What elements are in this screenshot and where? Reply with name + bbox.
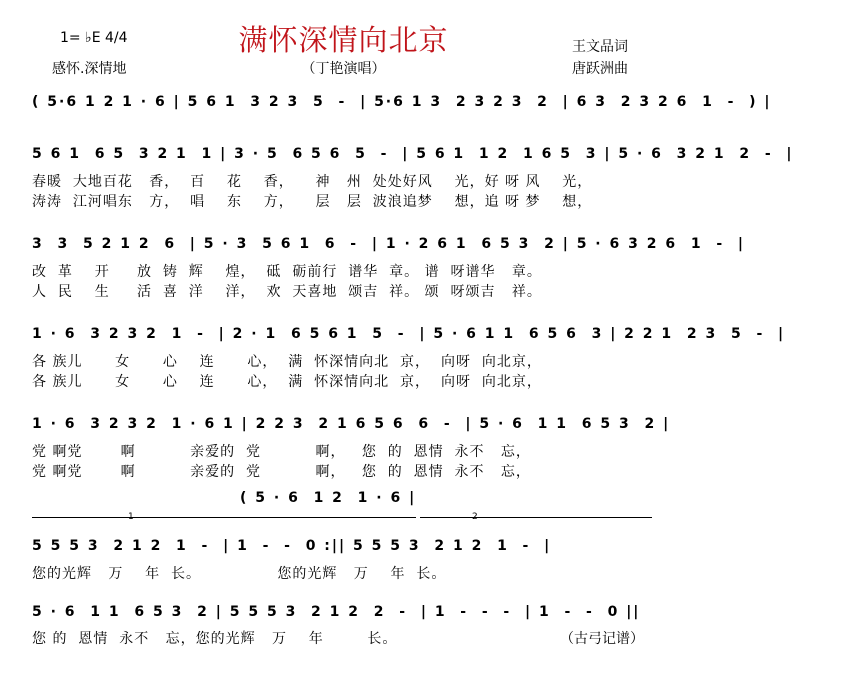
transcriber-note: （古弓记谱） xyxy=(560,631,644,647)
lyric-verse-2: 涛涛 江河唱东 方， 唱 东 方， 层 层 波浪追梦 想，追 呀 梦 想， xyxy=(32,194,593,210)
notation-line: 5 5 5 3 2 1 2 1 - | 1 - - 0 :|| 5 5 5 3 2 1 2 1 - | xyxy=(32,538,552,554)
first-ending-number: 1 xyxy=(128,512,134,522)
second-ending-bracket xyxy=(420,517,652,518)
score-system-7 xyxy=(32,538,652,558)
notation-line: ( 5·6 1 2 1 · 6 | 5 6 1 3 2 3 5 - | 5·6 1 3 2 3 2 3 2 | 6 3 2 3 2 6 1 - ) | xyxy=(32,94,772,110)
score-system-interlude xyxy=(240,490,440,510)
score-system-3 xyxy=(32,236,745,256)
lyric-verse-1: 改 革 开 放 铸 辉 煌， 砥 砺前行 谱华 章。 谱 呀谱华 章。 xyxy=(32,264,542,280)
notation-line: 5 · 6 1 1 6 5 3 2 | 5 5 5 3 2 1 2 2 - | 1 - - - | 1 - - 0 || xyxy=(32,604,641,620)
notation-line: 1 · 6 3 2 3 2 1 - | 2 · 1 6 5 6 1 5 - | 5 · 6 1 1 6 5 6 3 | 2 2 1 2 3 5 - | xyxy=(32,326,786,342)
lyric-verse-1: 各 族儿 女 心 连 心， 满 怀深情向北 京， 向呀 向北京， xyxy=(32,354,542,370)
score-system-2 xyxy=(32,146,794,166)
score-system-5 xyxy=(32,416,671,436)
score-system-1 xyxy=(32,94,772,114)
lyric-line: 您的光辉 万 年 长。 您的光辉 万 年 长。 xyxy=(32,566,447,582)
second-ending-number: 2 xyxy=(472,512,478,522)
lyric-verse-2: 党 啊党 啊 亲爱的 党 啊， 您 的 恩情 永不 忘， xyxy=(32,464,531,480)
lyric-verse-2: 人 民 生 活 喜 洋 洋， 欢 天喜地 颂吉 祥。 颂 呀颂吉 祥。 xyxy=(32,284,542,300)
lyric-verse-2: 各 族儿 女 心 连 心， 满 怀深情向北 京， 向呀 向北京， xyxy=(32,374,542,390)
score-system-4 xyxy=(32,326,786,346)
composer-credit: 唐跃洲曲 xyxy=(572,61,628,77)
notation-line: ( 5 · 6 1 2 1 · 6 | xyxy=(240,490,417,506)
notation-line: 5 6 1 6 5 3 2 1 1 | 3 · 5 6 5 6 5 - | 5 6 1 1 2 1 6 5 3 | 5 · 6 3 2 1 2 - | xyxy=(32,146,794,162)
key-signature: 1= ♭E 4/4 xyxy=(60,30,128,46)
lyric-verse-1: 党 啊党 啊 亲爱的 党 啊， 您 的 恩情 永不 忘， xyxy=(32,444,531,460)
score-system-8 xyxy=(32,604,652,624)
lyric-line: 您 的 恩情 永不 忘，您的光辉 万 年 长。 xyxy=(32,631,398,647)
lyricist-credit: 王文品词 xyxy=(572,39,628,55)
mood-marking: 感怀.深情地 xyxy=(52,61,127,77)
notation-line: 1 · 6 3 2 3 2 1 · 6 1 | 2 2 3 2 1 6 5 6 6 - | 5 · 6 1 1 6 5 3 2 | xyxy=(32,416,671,432)
lyric-verse-1: 春暖 大地百花 香， 百 花 香， 神 州 处处好风 光，好 呀 风 光， xyxy=(32,174,593,190)
first-ending-bracket xyxy=(32,517,416,518)
singer-credit: （丁艳演唱） xyxy=(301,61,386,77)
song-title: 满怀深情向北京 xyxy=(238,23,449,57)
notation-line: 3 3 5 2 1 2 6 | 5 · 3 5 6 1 6 - | 1 · 2 6 1 6 5 3 2 | 5 · 6 3 2 6 1 - | xyxy=(32,236,745,252)
